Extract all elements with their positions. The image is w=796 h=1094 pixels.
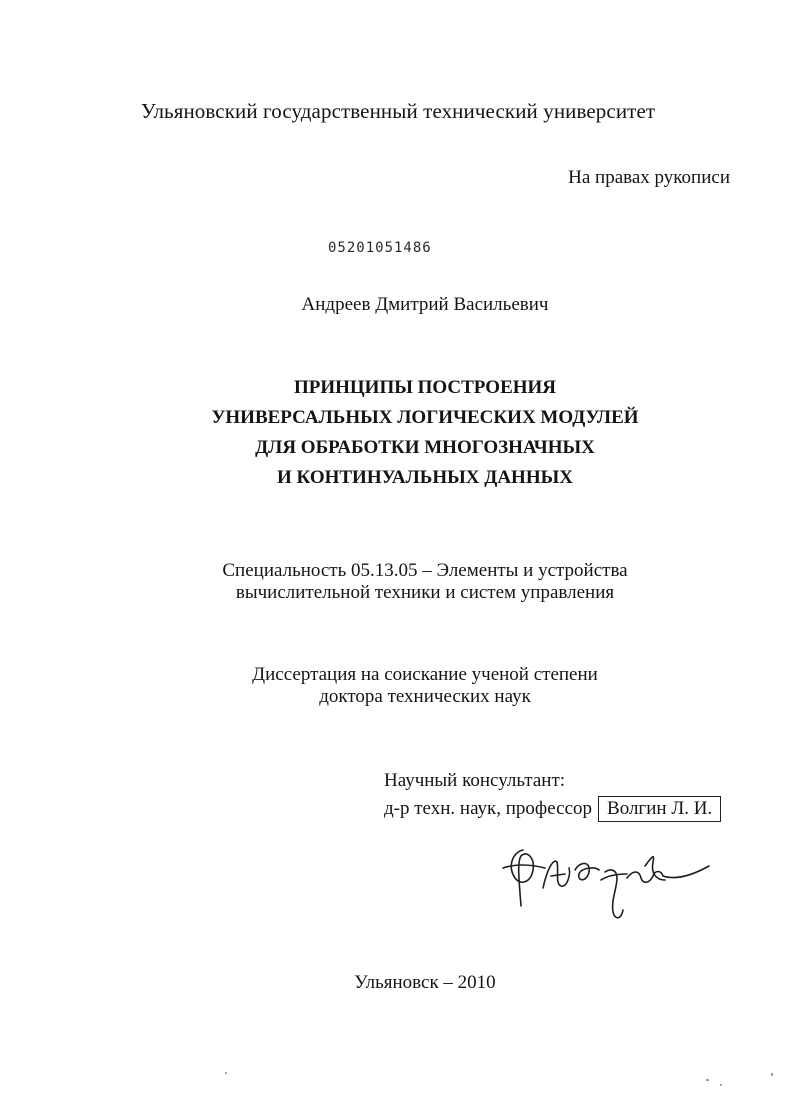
degree-line: доктора технических наук xyxy=(319,686,531,707)
title-line: ДЛЯ ОБРАБОТКИ МНОГОЗНАЧНЫХ xyxy=(255,437,595,458)
specialty-line: Специальность 05.13.05 – Элементы и устройства xyxy=(222,560,628,581)
university-name: Ульяновский государственный технический университет xyxy=(140,99,656,123)
manuscript-rights-note: На правах рукописи xyxy=(568,167,730,188)
consultant-row xyxy=(384,796,721,822)
scan-speck xyxy=(771,1073,773,1076)
consultant-name-box: Волгин Л. И. xyxy=(598,796,721,822)
consultant-credentials: д-р техн. наук, профессор xyxy=(384,798,593,819)
specialty-line: вычислительной техники и систем управления xyxy=(235,582,615,603)
degree-statement xyxy=(0,664,796,708)
handwritten-signature xyxy=(495,840,725,930)
dissertation-title xyxy=(0,373,796,493)
title-line: И КОНТИНУАЛЬНЫХ ДАННЫХ xyxy=(276,467,573,488)
consultant-label: Научный консультант: xyxy=(384,770,566,791)
specialty xyxy=(0,560,796,604)
degree-line: Диссертация на соискание ученой степени xyxy=(252,664,598,685)
title-line: УНИВЕРСАЛЬНЫХ ЛОГИЧЕСКИХ МОДУЛЕЙ xyxy=(211,407,639,428)
author-name: Андреев Дмитрий Васильевич xyxy=(301,294,549,315)
scan-speck xyxy=(706,1079,709,1081)
scan-speck xyxy=(225,1072,227,1074)
scan-speck xyxy=(720,1084,722,1086)
city-year: Ульяновск – 2010 xyxy=(354,972,496,993)
title-line: ПРИНЦИПЫ ПОСТРОЕНИЯ xyxy=(293,377,557,398)
stamp-number: 05201051486 xyxy=(328,240,432,256)
